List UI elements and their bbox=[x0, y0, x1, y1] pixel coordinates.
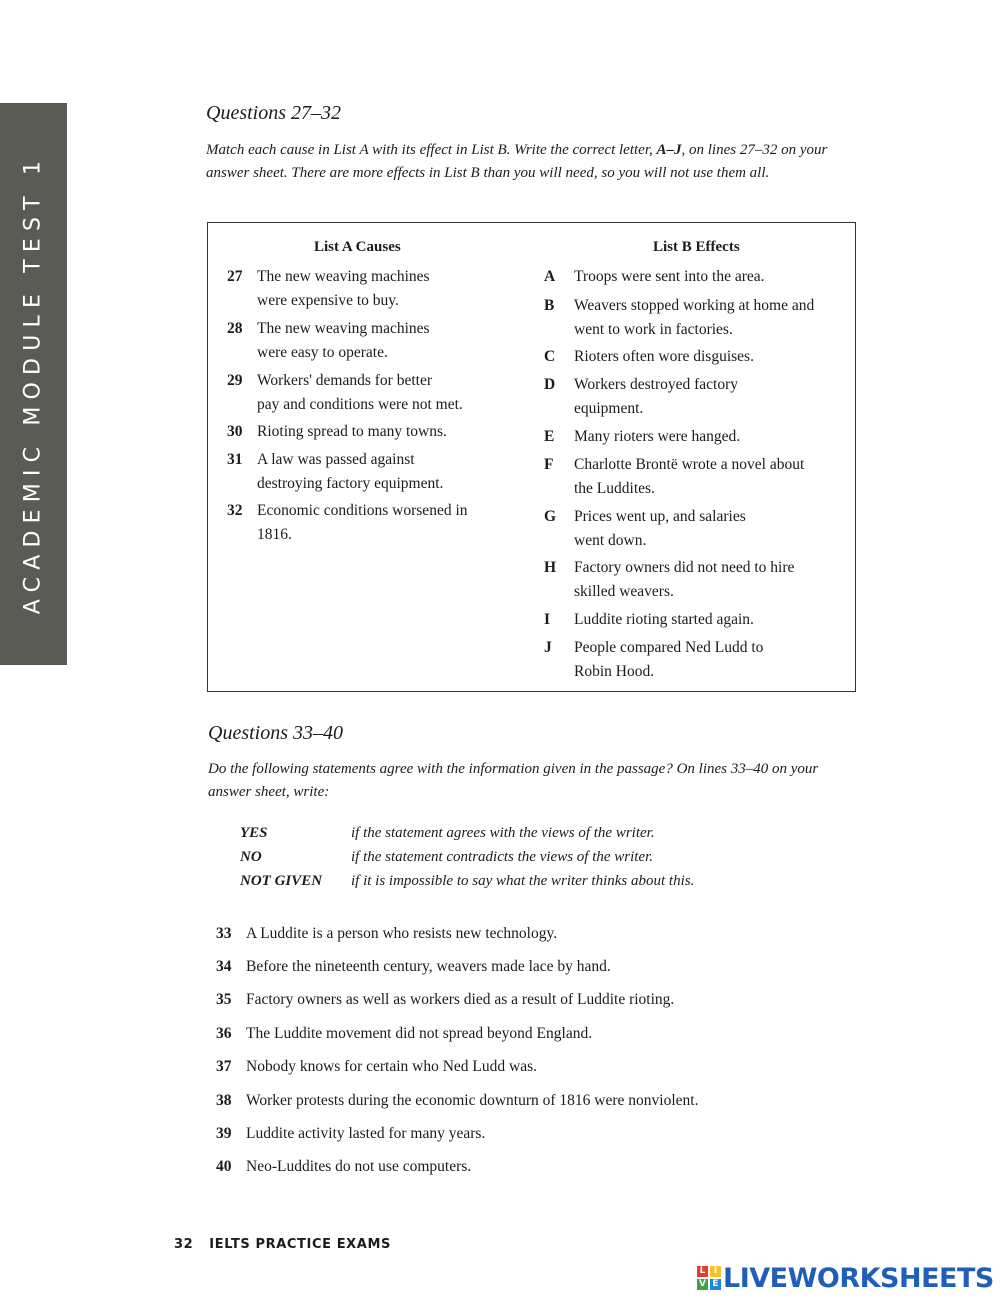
list-a-title: List A Causes bbox=[314, 239, 401, 255]
list-b-item-a: A Troops were sent into the area. bbox=[544, 268, 765, 285]
list-a-item-29: 29 Workers' demands for better pay and conditions were not met. bbox=[227, 372, 463, 413]
list-a-item-28: 28 The new weaving machines were easy to operate. bbox=[227, 320, 430, 361]
side-tab-label: ACADEMIC MODULE TEST 1 bbox=[20, 153, 46, 615]
liveworksheets-wordmark: LIVEWORKSHEETS bbox=[723, 1263, 994, 1294]
list-b-item-c: C Rioters often wore disguises. bbox=[544, 348, 754, 365]
liveworksheets-logo-icon: L I V E bbox=[697, 1266, 723, 1292]
matching-table bbox=[207, 222, 856, 692]
page-number: 32 bbox=[174, 1237, 194, 1252]
list-b-item-e: E Many rioters were hanged. bbox=[544, 428, 741, 445]
list-b-item-j: J People compared Ned Ludd to Robin Hood. bbox=[544, 639, 764, 680]
list-b-item-i: I Luddite rioting started again. bbox=[544, 611, 754, 628]
statement-33: 33 A Luddite is a person who resists new technology. bbox=[216, 925, 558, 942]
statement-36: 36 The Luddite movement did not spread beyond England. bbox=[216, 1025, 593, 1042]
statement-38: 38 Worker protests during the economic downturn of 1816 were nonviolent. bbox=[216, 1092, 699, 1109]
questions-33-40-heading: Questions 33–40 bbox=[208, 722, 343, 744]
list-b-item-b: B Weavers stopped working at home and went to work in factories. bbox=[544, 297, 815, 338]
list-a-item-30: 30 Rioting spread to many towns. bbox=[227, 423, 447, 440]
statement-39: 39 Luddite activity lasted for many years. bbox=[216, 1125, 486, 1142]
statement-40: 40 Neo-Luddites do not use computers. bbox=[216, 1158, 472, 1175]
list-b-title: List B Effects bbox=[653, 239, 740, 255]
page-footer bbox=[174, 1237, 391, 1252]
statement-37: 37 Nobody knows for certain who Ned Ludd was. bbox=[216, 1058, 537, 1075]
list-a-item-32: 32 Economic conditions worsened in 1816. bbox=[227, 502, 468, 543]
list-b-item-d: D Workers destroyed factory equipment. bbox=[544, 376, 739, 417]
questions-27-32-heading: Questions 27–32 bbox=[206, 102, 341, 124]
statement-35: 35 Factory owners as well as workers died as a result of Luddite rioting. bbox=[216, 991, 675, 1008]
list-b-item-h: H Factory owners did not need to hire skilled weavers. bbox=[544, 559, 795, 600]
list-a-item-27: 27 The new weaving machines were expensive to buy. bbox=[227, 268, 430, 309]
list-a-item-31: 31 A law was passed against destroying factory equipment. bbox=[227, 451, 444, 492]
list-b-item-f: F Charlotte Brontë wrote a novel about the Luddites. bbox=[544, 456, 805, 497]
book-title: IELTS PRACTICE EXAMS bbox=[209, 1237, 391, 1252]
questions-27-32-instructions: Match each cause in List A with its effect in List B. Write the correct letter, A–J, on lines 27–32 on your answer sheet. There are more effects in List B than you will need, so you will not use them all. bbox=[206, 142, 828, 181]
list-b-item-g: G Prices went up, and salaries went down. bbox=[544, 508, 746, 549]
statement-34: 34 Before the nineteenth century, weavers made lace by hand. bbox=[216, 958, 611, 975]
questions-33-40-instructions: Do the following statements agree with the information given in the passage? On lines 33–40 on your answer sheet, write: bbox=[208, 761, 819, 800]
